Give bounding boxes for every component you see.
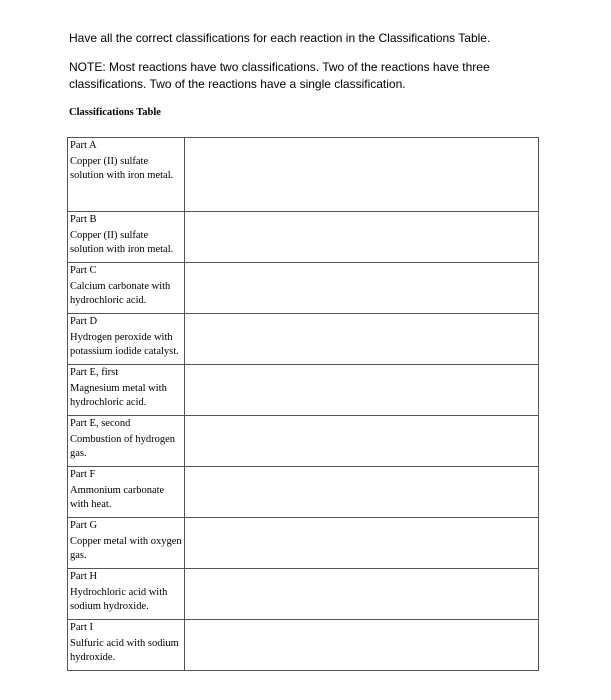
part-name: Part I (70, 622, 94, 633)
reaction-description: Sulfuric acid with sodium hydroxide. (70, 638, 179, 663)
reaction-description: Hydrogen peroxide with potassium iodide catalyst. (70, 332, 179, 357)
classification-cell[interactable] (184, 518, 538, 569)
row-label-cell (68, 365, 185, 416)
instruction-text: Have all the correct classifications for each reaction in the Classifications Table. (69, 31, 491, 45)
classification-cell[interactable] (184, 365, 538, 416)
classification-cell[interactable] (184, 212, 538, 263)
table-row (68, 212, 539, 263)
table-row (68, 467, 539, 518)
table-row (68, 569, 539, 620)
row-label-cell (68, 314, 185, 365)
reaction-description: Magnesium metal with hydrochloric acid. (70, 383, 167, 408)
reaction-description: Copper metal with oxygen gas. (70, 536, 182, 561)
part-name: Part D (70, 316, 98, 327)
reaction-description: Copper (II) sulfate solution with iron metal. (70, 230, 174, 255)
part-name: Part C (70, 265, 97, 276)
table-row (68, 518, 539, 569)
reaction-description: Combustion of hydrogen gas. (70, 434, 175, 459)
table-title: Classifications Table (69, 107, 161, 118)
reaction-description: Ammonium carbonate with heat. (70, 485, 165, 510)
classification-cell[interactable] (184, 467, 538, 518)
reaction-description: Hydrochloric acid with sodium hydroxide. (70, 587, 168, 612)
classification-cell[interactable] (184, 314, 538, 365)
row-label-cell (68, 467, 185, 518)
row-label-cell (68, 416, 185, 467)
classification-cell[interactable] (184, 138, 538, 212)
row-label-cell (68, 518, 185, 569)
classification-cell[interactable] (184, 620, 538, 671)
part-name: Part H (70, 571, 98, 582)
note-text: NOTE: Most reactions have two classifications. Two of the reactions have three classifications. Two of the reactions have a single classification. (69, 60, 490, 91)
reaction-description: Copper (II) sulfate solution with iron metal. (70, 156, 174, 181)
table-row (68, 138, 539, 212)
table-row (68, 314, 539, 365)
part-name: Part E, first (70, 367, 119, 378)
row-label-cell (68, 620, 185, 671)
row-label-cell (68, 569, 185, 620)
part-name: Part E, second (70, 418, 131, 429)
classification-cell[interactable] (184, 416, 538, 467)
part-name: Part F (70, 469, 96, 480)
reaction-description: Calcium carbonate with hydrochloric acid. (70, 281, 171, 306)
table-row (68, 620, 539, 671)
row-label-cell (68, 263, 185, 314)
table-row (68, 416, 539, 467)
row-label-cell (68, 212, 185, 263)
part-name: Part B (70, 214, 97, 225)
row-label-cell (68, 138, 185, 212)
classification-cell[interactable] (184, 569, 538, 620)
table-row (68, 263, 539, 314)
classifications-table (67, 137, 539, 671)
table-row (68, 365, 539, 416)
part-name: Part A (70, 140, 97, 151)
instructions (69, 30, 549, 93)
part-name: Part G (70, 520, 98, 531)
classification-cell[interactable] (184, 263, 538, 314)
